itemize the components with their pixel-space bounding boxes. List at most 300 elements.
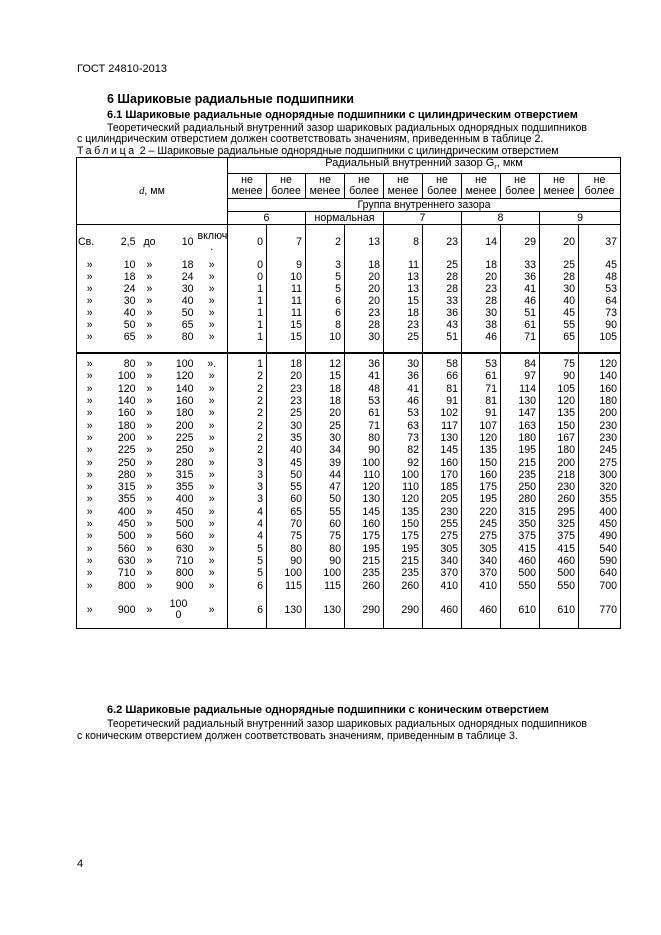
d-from: 100 — [117, 370, 136, 383]
max-value: 100 — [267, 567, 306, 579]
ditto-mark: » — [208, 295, 215, 308]
ditto-mark: » — [146, 259, 153, 272]
max-value: 51 — [501, 307, 540, 319]
max-value: 255 — [423, 518, 462, 530]
d-from: 18 — [123, 271, 136, 284]
min-value: 2 — [228, 444, 267, 456]
min-value: 15 — [306, 370, 345, 382]
max-value: 60 — [267, 493, 306, 505]
ditto-mark: » — [146, 579, 153, 592]
ne-text: не — [241, 174, 253, 187]
max-value: 115 — [267, 580, 306, 592]
menee-text: менее — [465, 185, 497, 198]
d-to: 40 — [181, 295, 194, 308]
ditto-mark: » — [77, 518, 103, 530]
min-value: 305 — [462, 543, 501, 555]
min-value: 30 — [306, 432, 345, 444]
ditto-mark: » — [208, 382, 215, 395]
table-row — [77, 271, 621, 283]
max-value: 305 — [423, 543, 462, 555]
max-value: 65 — [267, 506, 306, 518]
max-value: 130 — [345, 493, 384, 505]
min-value: 92 — [384, 457, 423, 469]
max-value: 195 — [345, 543, 384, 555]
min-value: 12 — [306, 353, 345, 370]
bolee-text: более — [349, 185, 379, 198]
max-value: 160 — [423, 457, 462, 469]
min-value: 5 — [228, 555, 267, 567]
min-value: 460 — [462, 592, 501, 629]
max-value: 770 — [579, 592, 621, 629]
ditto-mark: » — [208, 481, 215, 494]
min-value: 295 — [540, 506, 579, 518]
table-row — [77, 319, 621, 331]
max-value: 48 — [579, 271, 621, 283]
min-value: 53 — [462, 353, 501, 370]
d-from: 50 — [123, 319, 136, 332]
bolee-text: более — [584, 185, 615, 198]
max-value: 230 — [423, 506, 462, 518]
min-value: 120 — [540, 395, 579, 407]
min-value: 46 — [384, 395, 423, 407]
min-value: 13 — [384, 283, 423, 295]
ditto-mark: » — [146, 567, 153, 580]
ditto-mark: » — [146, 431, 153, 444]
ditto-mark: » — [208, 319, 215, 332]
d-to: 200 — [175, 419, 194, 432]
d-to: 140 — [175, 382, 194, 395]
min-value: 73 — [384, 432, 423, 444]
table-row — [77, 407, 621, 419]
min-value: 1 — [228, 307, 267, 319]
ne-text: не — [436, 174, 448, 187]
max-value: 102 — [423, 407, 462, 419]
max-value: 450 — [579, 518, 621, 530]
max-value: 45 — [267, 457, 306, 469]
min-value: 40 — [540, 295, 579, 307]
min-value: 135 — [384, 506, 423, 518]
max-value: 46 — [501, 295, 540, 307]
max-value: 11 — [267, 295, 306, 307]
max-value: 15 — [267, 319, 306, 331]
min-value: 91 — [462, 407, 501, 419]
d-to: 250 — [175, 444, 194, 457]
min-value: 4 — [228, 518, 267, 530]
min-value: 460 — [540, 555, 579, 567]
max-value: 75 — [267, 530, 306, 542]
table-caption — [77, 145, 559, 157]
table-row — [77, 432, 621, 444]
max-value: 13 — [345, 225, 384, 260]
max-value: 230 — [579, 432, 621, 444]
d-from: 40 — [123, 307, 136, 320]
clearance-table — [76, 157, 621, 629]
ditto-mark: » — [146, 382, 153, 395]
ditto-mark: » — [77, 370, 103, 382]
max-value: 10 — [267, 271, 306, 283]
menee-text: менее — [309, 185, 341, 198]
min-value: 110 — [384, 481, 423, 493]
max-value: 29 — [501, 225, 540, 260]
ditto-mark: » — [208, 505, 215, 518]
min-value: 275 — [462, 530, 501, 542]
ditto-mark: » — [77, 432, 103, 444]
max-value: 260 — [345, 580, 384, 592]
max-value: 20 — [345, 295, 384, 307]
d-from: 630 — [117, 554, 136, 567]
table-row — [77, 567, 621, 579]
max-value: 170 — [423, 469, 462, 481]
min-value: 160 — [462, 469, 501, 481]
d-to: 180 — [175, 407, 194, 420]
max-value: 415 — [501, 543, 540, 555]
paragraph-line: Теоретический радиальный внутренний зазор шариковых радиальных однорядных подшипников — [107, 718, 588, 730]
document-header: ГОСТ 24810-2013 — [77, 63, 167, 75]
paragraph-line: с цилиндрическим отверстием должен соответствовать значениям, приведенным в таблице 2. — [77, 133, 544, 145]
max-header — [501, 174, 540, 199]
ditto-mark: » — [146, 358, 153, 371]
min-value: 11 — [384, 259, 423, 271]
min-value: 2 — [228, 420, 267, 432]
max-value: 71 — [501, 331, 540, 343]
min-value: 25 — [306, 420, 345, 432]
max-value: 18 — [345, 259, 384, 271]
max-value: 11 — [267, 283, 306, 295]
max-value: 275 — [423, 530, 462, 542]
d-from: 30 — [123, 295, 136, 308]
ditto-mark: » — [208, 579, 215, 592]
ditto-mark: » — [77, 493, 103, 505]
d-from: 180 — [117, 419, 136, 432]
ditto-mark: » — [146, 493, 153, 506]
ditto-mark: » — [77, 444, 103, 456]
min-value: 115 — [306, 580, 345, 592]
max-value: 130 — [267, 592, 306, 629]
d-to: 400 — [175, 493, 194, 506]
max-value: 18 — [267, 353, 306, 370]
group-header: Группа внутреннего зазора — [228, 199, 621, 212]
ne-text: не — [475, 174, 487, 187]
min-value: 5 — [228, 543, 267, 555]
max-value: 550 — [501, 580, 540, 592]
min-value: 4 — [228, 530, 267, 542]
d-from: 450 — [117, 518, 136, 531]
ditto-mark: » — [146, 468, 153, 481]
min-value: 14 — [462, 225, 501, 260]
min-value: 53 — [384, 407, 423, 419]
max-value: 51 — [423, 331, 462, 343]
max-value: 48 — [345, 383, 384, 395]
max-value: 205 — [423, 493, 462, 505]
min-value: 410 — [462, 580, 501, 592]
d-to-part: 0 — [175, 608, 182, 621]
max-value: 355 — [579, 493, 621, 505]
group-label: 6 — [228, 212, 306, 225]
min-value: 30 — [462, 307, 501, 319]
table-row — [77, 295, 621, 307]
d-to: 30 — [181, 283, 194, 296]
inclusive-dot: . — [210, 241, 214, 254]
ditto-mark: » — [208, 456, 215, 469]
max-value: 80 — [267, 543, 306, 555]
ne-text: не — [319, 174, 331, 187]
max-value: 20 — [345, 271, 384, 283]
min-value: 375 — [540, 530, 579, 542]
min-value: 135 — [462, 444, 501, 456]
table-caption-text: 2 – Шариковые радиальные однорядные подшипники с цилиндрическим отверстием — [139, 145, 559, 157]
ditto-mark: » — [146, 395, 153, 408]
min-value: 3 — [228, 457, 267, 469]
min-value: 25 — [384, 331, 423, 343]
ditto-mark: » — [77, 506, 103, 518]
max-value: 130 — [501, 395, 540, 407]
max-value: 640 — [579, 567, 621, 579]
separator-cell — [345, 343, 384, 353]
max-value: 215 — [345, 555, 384, 567]
table-separator — [77, 343, 621, 353]
min-value: 107 — [462, 420, 501, 432]
bolee-text: более — [505, 185, 535, 198]
table-row — [77, 457, 621, 469]
max-value: 33 — [501, 259, 540, 271]
max-value: 147 — [501, 407, 540, 419]
table-row — [77, 225, 621, 260]
separator-cell — [77, 343, 228, 353]
ditto-mark: » — [208, 493, 215, 506]
min-value: 245 — [462, 518, 501, 530]
max-value: 460 — [501, 555, 540, 567]
max-value: 25 — [267, 407, 306, 419]
table-row — [77, 353, 621, 370]
min-value: 2 — [228, 407, 267, 419]
min-value: 3 — [228, 481, 267, 493]
min-value: 195 — [384, 543, 423, 555]
max-value: 114 — [501, 383, 540, 395]
max-value: 43 — [423, 319, 462, 331]
max-value: 90 — [579, 319, 621, 331]
separator-cell — [501, 343, 540, 353]
min-value: 120 — [462, 432, 501, 444]
d-from: 400 — [117, 505, 136, 518]
ne-text: не — [280, 174, 292, 187]
min-value: 1 — [228, 319, 267, 331]
ditto-mark: » — [77, 481, 103, 493]
max-value: 36 — [501, 271, 540, 283]
max-value: 23 — [267, 383, 306, 395]
d-to: 500 — [175, 518, 194, 531]
min-value: 175 — [462, 481, 501, 493]
min-header — [306, 174, 345, 199]
d-to: 225 — [175, 431, 194, 444]
separator-cell — [423, 343, 462, 353]
min-value: 340 — [462, 555, 501, 567]
d-from: 80 — [123, 358, 136, 371]
max-value: 590 — [579, 555, 621, 567]
max-value: 163 — [501, 420, 540, 432]
ditto-mark: » — [208, 468, 215, 481]
min-value: 120 — [384, 493, 423, 505]
ditto-mark: » — [146, 530, 153, 543]
bolee-text: более — [271, 185, 301, 198]
min-value: 150 — [540, 420, 579, 432]
max-value: 50 — [267, 469, 306, 481]
d-unit: , мм — [144, 184, 165, 197]
min-value: 30 — [384, 353, 423, 370]
max-header — [423, 174, 462, 199]
min-value: 3 — [228, 469, 267, 481]
max-value: 195 — [501, 444, 540, 456]
max-header — [579, 174, 621, 199]
ditto-mark: » — [208, 307, 215, 320]
min-value: 1 — [228, 283, 267, 295]
separator-cell — [579, 343, 621, 353]
max-value: 350 — [501, 518, 540, 530]
separator-cell — [267, 343, 306, 353]
min-value: 135 — [540, 407, 579, 419]
d-from: 120 — [117, 382, 136, 395]
d-from: 160 — [117, 407, 136, 420]
max-value: 110 — [345, 469, 384, 481]
min-value: 5 — [306, 271, 345, 283]
max-value: 105 — [579, 331, 621, 343]
max-value: 35 — [267, 432, 306, 444]
ne-text: не — [593, 174, 606, 187]
separator-cell — [384, 343, 423, 353]
d-to: 24 — [181, 271, 194, 284]
ditto-mark: » — [197, 592, 228, 629]
max-value: 53 — [579, 283, 621, 295]
min-value: 4 — [228, 506, 267, 518]
max-value: 340 — [423, 555, 462, 567]
max-value: 280 — [501, 493, 540, 505]
paragraph-line: Теоретический радиальный внутренний зазор шариковых радиальных однорядных подшипников — [107, 122, 588, 134]
min-value: 215 — [384, 555, 423, 567]
table-row — [77, 506, 621, 518]
subsection-title-6-1: 6.1 Шариковые радиальные однорядные подшипники с цилиндрическим отверстием — [107, 109, 578, 121]
ditto-mark: » — [77, 383, 103, 395]
max-value: 15 — [267, 331, 306, 343]
min-value: 0 — [228, 259, 267, 271]
min-value: 20 — [306, 407, 345, 419]
max-value: 36 — [423, 307, 462, 319]
separator-cell — [462, 343, 501, 353]
min-value: 6 — [306, 295, 345, 307]
min-value: 1 — [228, 295, 267, 307]
min-value: 105 — [540, 383, 579, 395]
section-title: 6 Шариковые радиальные подшипники — [107, 92, 354, 106]
d-from: 355 — [117, 493, 136, 506]
ditto-mark: » — [146, 295, 153, 308]
ditto-mark: » — [146, 456, 153, 469]
ditto-mark: » — [77, 555, 103, 567]
d-to: 50 — [181, 307, 194, 320]
min-value: 90 — [306, 555, 345, 567]
ditto-mark: » — [146, 407, 153, 420]
diameter-header — [77, 158, 228, 225]
d-from: 315 — [117, 481, 136, 494]
table-row — [77, 555, 621, 567]
ditto-mark: » — [146, 518, 153, 531]
max-value: 80 — [345, 432, 384, 444]
ditto-mark: » — [208, 395, 215, 408]
table-row — [77, 283, 621, 295]
d-to: 900 — [175, 579, 194, 592]
ditto-mark: » — [77, 271, 103, 283]
max-value: 245 — [579, 444, 621, 456]
d-from: 800 — [117, 579, 136, 592]
ditto-mark: » — [208, 431, 215, 444]
min-value: 2 — [228, 383, 267, 395]
ditto-mark: » — [146, 307, 153, 320]
d-from: 280 — [117, 468, 136, 481]
paragraph-line: с коническим отверстием должен соответствовать значениям, приведенным в таблице 3. — [77, 730, 518, 742]
max-value: 275 — [579, 457, 621, 469]
ditto-mark: » — [146, 554, 153, 567]
min-value: 18 — [462, 259, 501, 271]
max-value: 64 — [579, 295, 621, 307]
d-from: 10 — [123, 259, 136, 272]
max-value: 400 — [579, 506, 621, 518]
d-symbol: d — [139, 185, 145, 197]
ditto-mark: » — [208, 530, 215, 543]
max-value: 320 — [579, 481, 621, 493]
min-value: 10 — [306, 331, 345, 343]
menee-text: менее — [543, 185, 575, 198]
min-value: 0 — [228, 271, 267, 283]
min-value: 167 — [540, 432, 579, 444]
ditto-mark: » — [77, 567, 103, 579]
ditto-mark: » — [208, 518, 215, 531]
min-value: 34 — [306, 444, 345, 456]
clearance-header-text: Радиальный внутренний зазор G — [325, 157, 495, 169]
min-value: 39 — [306, 457, 345, 469]
max-value: 30 — [267, 420, 306, 432]
separator-cell — [228, 343, 267, 353]
max-value: 117 — [423, 420, 462, 432]
min-value: 81 — [462, 395, 501, 407]
min-header — [384, 174, 423, 199]
min-value: 6 — [228, 592, 267, 629]
separator-cell — [540, 343, 579, 353]
min-value: 71 — [462, 383, 501, 395]
min-value: 60 — [306, 518, 345, 530]
clearance-header-sub: r — [494, 164, 497, 172]
min-value: 36 — [384, 370, 423, 382]
min-value: 20 — [462, 271, 501, 283]
min-value: 100 — [306, 567, 345, 579]
max-value: 290 — [345, 592, 384, 629]
table-row — [77, 580, 621, 592]
max-value: 120 — [579, 353, 621, 370]
max-value: 81 — [423, 383, 462, 395]
ditto-mark: » — [77, 469, 103, 481]
d-from: 24 — [123, 283, 136, 296]
max-value: 610 — [501, 592, 540, 629]
min-value: 5 — [228, 567, 267, 579]
min-value: 25 — [540, 259, 579, 271]
min-value: 30 — [540, 283, 579, 295]
ditto-mark: » — [77, 259, 103, 271]
page-number: 4 — [77, 858, 84, 870]
min-value: 47 — [306, 481, 345, 493]
min-header — [228, 174, 267, 199]
d-to — [161, 592, 197, 629]
d-to: 450 — [175, 505, 194, 518]
d-to: 315 — [175, 468, 194, 481]
table-row — [77, 530, 621, 542]
ditto-mark: » — [208, 283, 215, 296]
ne-text: не — [397, 174, 409, 187]
